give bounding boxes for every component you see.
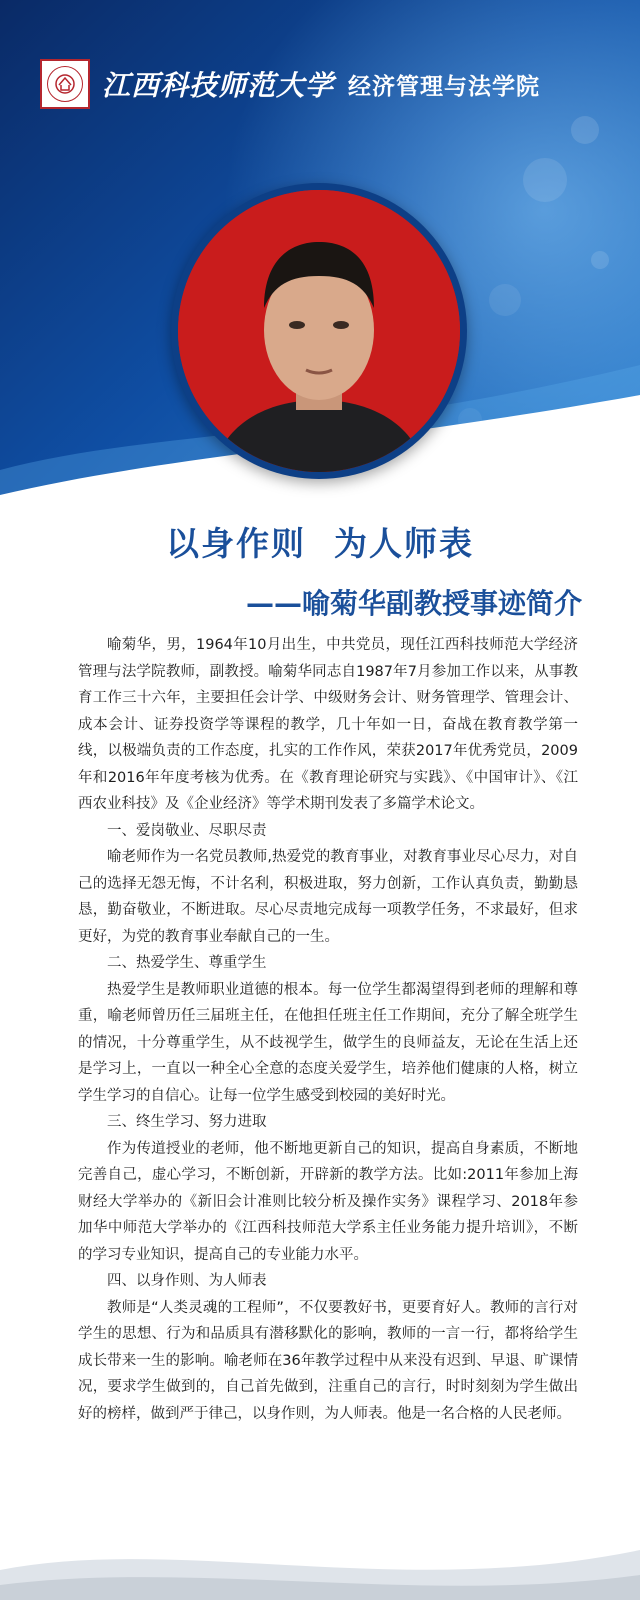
intro-paragraph: 喻菊华，男，1964年10月出生，中共党员，现任江西科技师范大学经济管理与法学院教师，副教授。喻菊华同志自1987年7月参加工作以来，从事教育工作三十六年，主要担任会计学、中级财务会计、财务管理学、管理会计、成本会计、证券投资学等课程的教学，几十年如一日，奋战在教育教学第一线，以极端负责的工作态度，扎实的工作作风，荣获2017年优秀党员，2009年和2016年年度考核为优秀。在《教育理论研究与实践》、《中国审计》、《江西农业科技》及《企业经济》等学术期刊发表了多篇学术论文。 [78,637,578,812]
university-name: 江西科技师范大学 [102,69,335,102]
portrait-photo [178,190,460,472]
page-title [0,518,640,565]
section-paragraph: 热爱学生是教师职业道德的根本。每一位学生都渴望得到老师的理解和尊重，喻老师曾历任三届班主任，在他担任班主任工作期间，充分了解全班学生的情况，十分尊重学生，从不歧视学生，做学生的良师益友，无论在生活上还是学习上，一直以一种全心全意的态度关爱学生，培养他们健康的人格，树立学生学习的自信心。让每一位学生感受到校园的美好时光。 [78,981,578,1104]
college-name: 经济管理与法学院 [348,72,541,100]
section-heading: 四、以身作则、为人师表 [107,1273,267,1289]
section-heading: 二、热爱学生、尊重学生 [107,955,267,971]
section-paragraph: 作为传道授业的老师，他不断地更新自己的知识，提高自身素质，不断地完善自己，虚心学习，不断创新，开辟新的教学方法。比如:2011年参加上海财经大学举办的《新旧会计准则比较分析及操作实务》课程学习、2018年参加华中师范大学举办的《江西科技师范大学系主任业务能力提升培训》，不断的学习专业知识，提高自己的专业能力水平。 [78,1140,578,1263]
section-heading: 三、终生学习、努力进取 [107,1114,267,1130]
portrait-silhouette-icon [178,190,460,472]
section-heading: 一、爱岗敬业、尽职尽责 [107,822,267,839]
seal-emblem [47,66,83,102]
page-subtitle: ——喻菊华副教授事迹简介 [245,587,582,620]
title-part-2: 为人师表 [334,524,474,563]
section-paragraph: 喻老师作为一名党员教师,热爱党的教育事业，对教育事业尽心尽力，对自己的选择无怨无悔，不计名利，积极进取，努力创新，工作认真负责，勤勤恳恳，勤奋敬业，不断进取。尽心尽责地完成每一项教学任务，不求最好，但求更好，为党的教育事业奉献自己的一生。 [78,849,578,945]
section-paragraph: 教师是“人类灵魂的工程师”，不仅要教好书，更要育好人。教师的言行对学生的思想、行为和品质具有潜移默化的影响，教师的一言一行，都将给学生成长带来一生的影响。喻老师在36年教学过程中从来没有迟到、早退、旷课情况，要求学生做到的，自己首先做到，注重自己的言行，时时刻刻为学生做出好的榜样，做到严于律己，以身作则，为人师表。他是一名合格的人民老师。 [78,1299,578,1422]
university-seal [40,59,90,109]
article-body [78,632,578,1427]
footer-wave [0,1480,640,1600]
title-part-1: 以身作则 [166,524,306,563]
seal-mark-icon [54,73,76,95]
header [40,56,540,112]
